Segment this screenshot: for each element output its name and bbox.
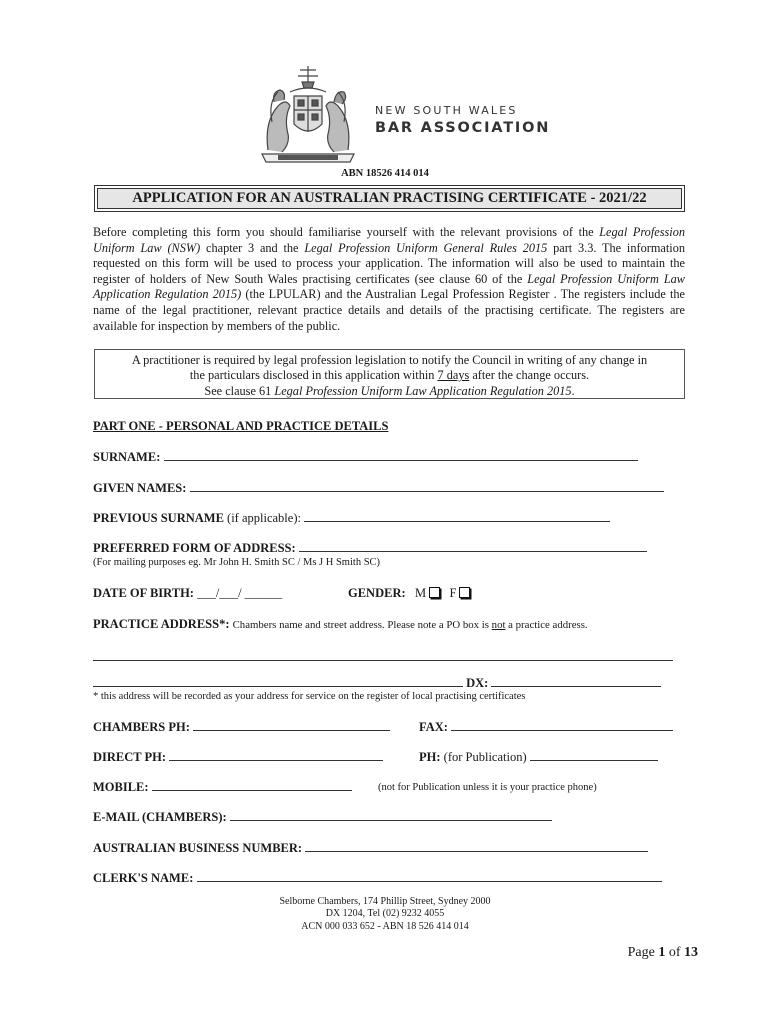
coat-of-arms-icon [238, 62, 378, 166]
clerk-row: CLERK'S NAME: [93, 871, 662, 886]
mobile-label: MOBILE: [93, 780, 149, 794]
practice-note-text: Chambers name and street address. Please note a PO box is [232, 619, 492, 631]
dob-input[interactable]: ___/___/ ______ [197, 586, 283, 600]
notice-line1: A practitioner is required by legal profession legislation to notify the Council in writing of any change in [131, 353, 648, 367]
surname-row: SURNAME: [93, 450, 638, 465]
footer-contact: DX 1204, Tel (02) 9232 4055 [325, 908, 445, 920]
previous-surname-note: (if applicable): [227, 511, 301, 525]
practice-note-underlined: not [491, 619, 506, 631]
ph-publication-input[interactable] [530, 750, 658, 761]
email-row [93, 810, 552, 825]
intro-paragraph [93, 225, 685, 334]
preferred-address-row: PREFERRED FORM OF ADDRESS: [93, 541, 647, 556]
previous-surname-row [93, 511, 610, 526]
practice-address-line2 [93, 648, 673, 666]
previous-surname-input[interactable] [304, 511, 610, 522]
intro-text: (the LPULAR) and the Australian Legal Profession Register . The registers include the name of the legal practitioner, relevant practice details and details of the practising certificate. The registers are available for inspection by members of the public. [93, 287, 685, 333]
previous-surname-label: PREVIOUS SURNAME [93, 511, 224, 525]
mobile-input[interactable] [152, 780, 352, 791]
abn-input[interactable] [305, 841, 648, 852]
dx-input[interactable] [491, 676, 661, 687]
email-input[interactable] [230, 810, 552, 821]
notice-box [94, 349, 685, 399]
footer [0, 896, 770, 933]
ph-publication-note: (for Publication) [443, 750, 527, 764]
preferred-address-note: (For mailing purposes eg. Mr John H. Smith SC / Ms J H Smith SC) [93, 557, 381, 568]
dob-label: DATE OF BIRTH [93, 586, 190, 600]
gender-m-label: M [415, 586, 427, 600]
org-name-line1: NEW SOUTH WALES [375, 104, 518, 117]
intro-text: chapter 3 and the [200, 240, 305, 255]
intro-text: part 3.3. The information requested on this form will be used to process your application. The information will also be used to maintain the register of holders of New South Wales practising certificates (see clause 60 of the [93, 240, 685, 286]
practice-address-row [93, 617, 588, 632]
gender-row: GENDER: M F [348, 586, 470, 601]
page-current: 1 [658, 945, 666, 960]
address-service-note: * this address will be recorded as your address for service on the register of local practising certificates [93, 691, 526, 702]
intro-italic: Legal Profession Uniform Law Application Regulation 2015) [93, 271, 686, 302]
direct-ph-label: DIRECT PH [93, 750, 162, 764]
notice-text: See clause 61 [204, 383, 275, 398]
footer-acn: ACN 000 033 652 - ABN 18 526 414 014 [301, 920, 469, 932]
intro-italic: Legal Profession Uniform Law (NSW) [93, 225, 685, 255]
fax-input[interactable] [451, 720, 673, 731]
notice-italic: Legal Profession Uniform Law Application Regulation 2015 [274, 383, 572, 398]
gender-f-label: F [449, 586, 457, 600]
dx-label: DX: [466, 676, 489, 690]
page-sep: of [665, 945, 684, 960]
ph-publication-row [419, 750, 658, 765]
org-name-line2: BAR ASSOCIATION [375, 120, 551, 136]
page-prefix: Page [627, 945, 659, 960]
email-label: E-MAIL (CHAMBERS): [93, 810, 227, 824]
footer-address: Selborne Chambers, 174 Phillip Street, Sydney 2000 [279, 896, 491, 907]
surname-label: SURNAME [93, 450, 157, 464]
fax-label: FAX [419, 720, 444, 734]
given-names-row: GIVEN NAMES: [93, 481, 664, 496]
chambers-ph-row: CHAMBERS PH: [93, 720, 390, 735]
notice-line2 [95, 368, 684, 383]
practice-address-line3-row [93, 676, 661, 691]
abn-label: AUSTRALIAN BUSINESS NUMBER: [93, 841, 303, 855]
practice-address-note [233, 619, 588, 631]
notice-text: the particulars disclosed in this application within [189, 368, 438, 383]
practice-address-input[interactable] [93, 650, 673, 661]
practice-address-label: PRACTICE ADDRESS*: [93, 617, 230, 631]
gender-m-checkbox[interactable] [429, 587, 440, 598]
direct-ph-input[interactable] [169, 750, 383, 761]
given-names-label: GIVEN NAMES [93, 481, 183, 495]
notice-line3 [95, 384, 684, 399]
dob-row: DATE OF BIRTH: ___/___/ ______ [93, 586, 283, 600]
mobile-note: (not for Publication unless it is your practice phone) [378, 782, 597, 793]
chambers-ph-input[interactable] [193, 720, 390, 731]
notice-text: . [571, 383, 575, 398]
abn-header: ABN 18526 414 014 [341, 168, 429, 179]
form-title-box [94, 185, 685, 212]
mobile-row [93, 780, 352, 795]
abn-row [93, 841, 648, 856]
practice-note-text: a practice address. [505, 619, 588, 631]
chambers-ph-label: CHAMBERS PH [93, 720, 186, 734]
intro-text: Before completing this form you should familiarise yourself with the relevant provisions of the [93, 225, 600, 239]
practice-address-input-line3[interactable] [93, 676, 463, 687]
preferred-address-label: PREFERRED FORM OF ADDRESS [93, 541, 292, 555]
preferred-address-input[interactable] [299, 541, 647, 552]
ph-publication-label: PH: [419, 750, 441, 764]
page-number [628, 945, 698, 961]
notice-underlined: 7 days [437, 368, 470, 383]
clerk-label: CLERK'S NAME [93, 871, 190, 885]
page-total: 13 [684, 945, 698, 960]
part-one-heading: PART ONE - PERSONAL AND PRACTICE DETAILS [93, 419, 389, 433]
fax-row: FAX: [419, 720, 673, 735]
given-names-input[interactable] [190, 481, 664, 492]
direct-ph-row: DIRECT PH: [93, 750, 383, 765]
notice-text: after the change occurs. [469, 368, 590, 383]
gender-label: GENDER [348, 586, 402, 600]
surname-input[interactable] [164, 450, 638, 461]
clerk-input[interactable] [197, 871, 662, 882]
intro-italic: Legal Profession Uniform General Rules 2015 [304, 240, 548, 255]
form-title: APPLICATION FOR AN AUSTRALIAN PRACTISING CERTIFICATE - 2021/22 [97, 188, 682, 209]
gender-f-checkbox[interactable] [459, 587, 470, 598]
